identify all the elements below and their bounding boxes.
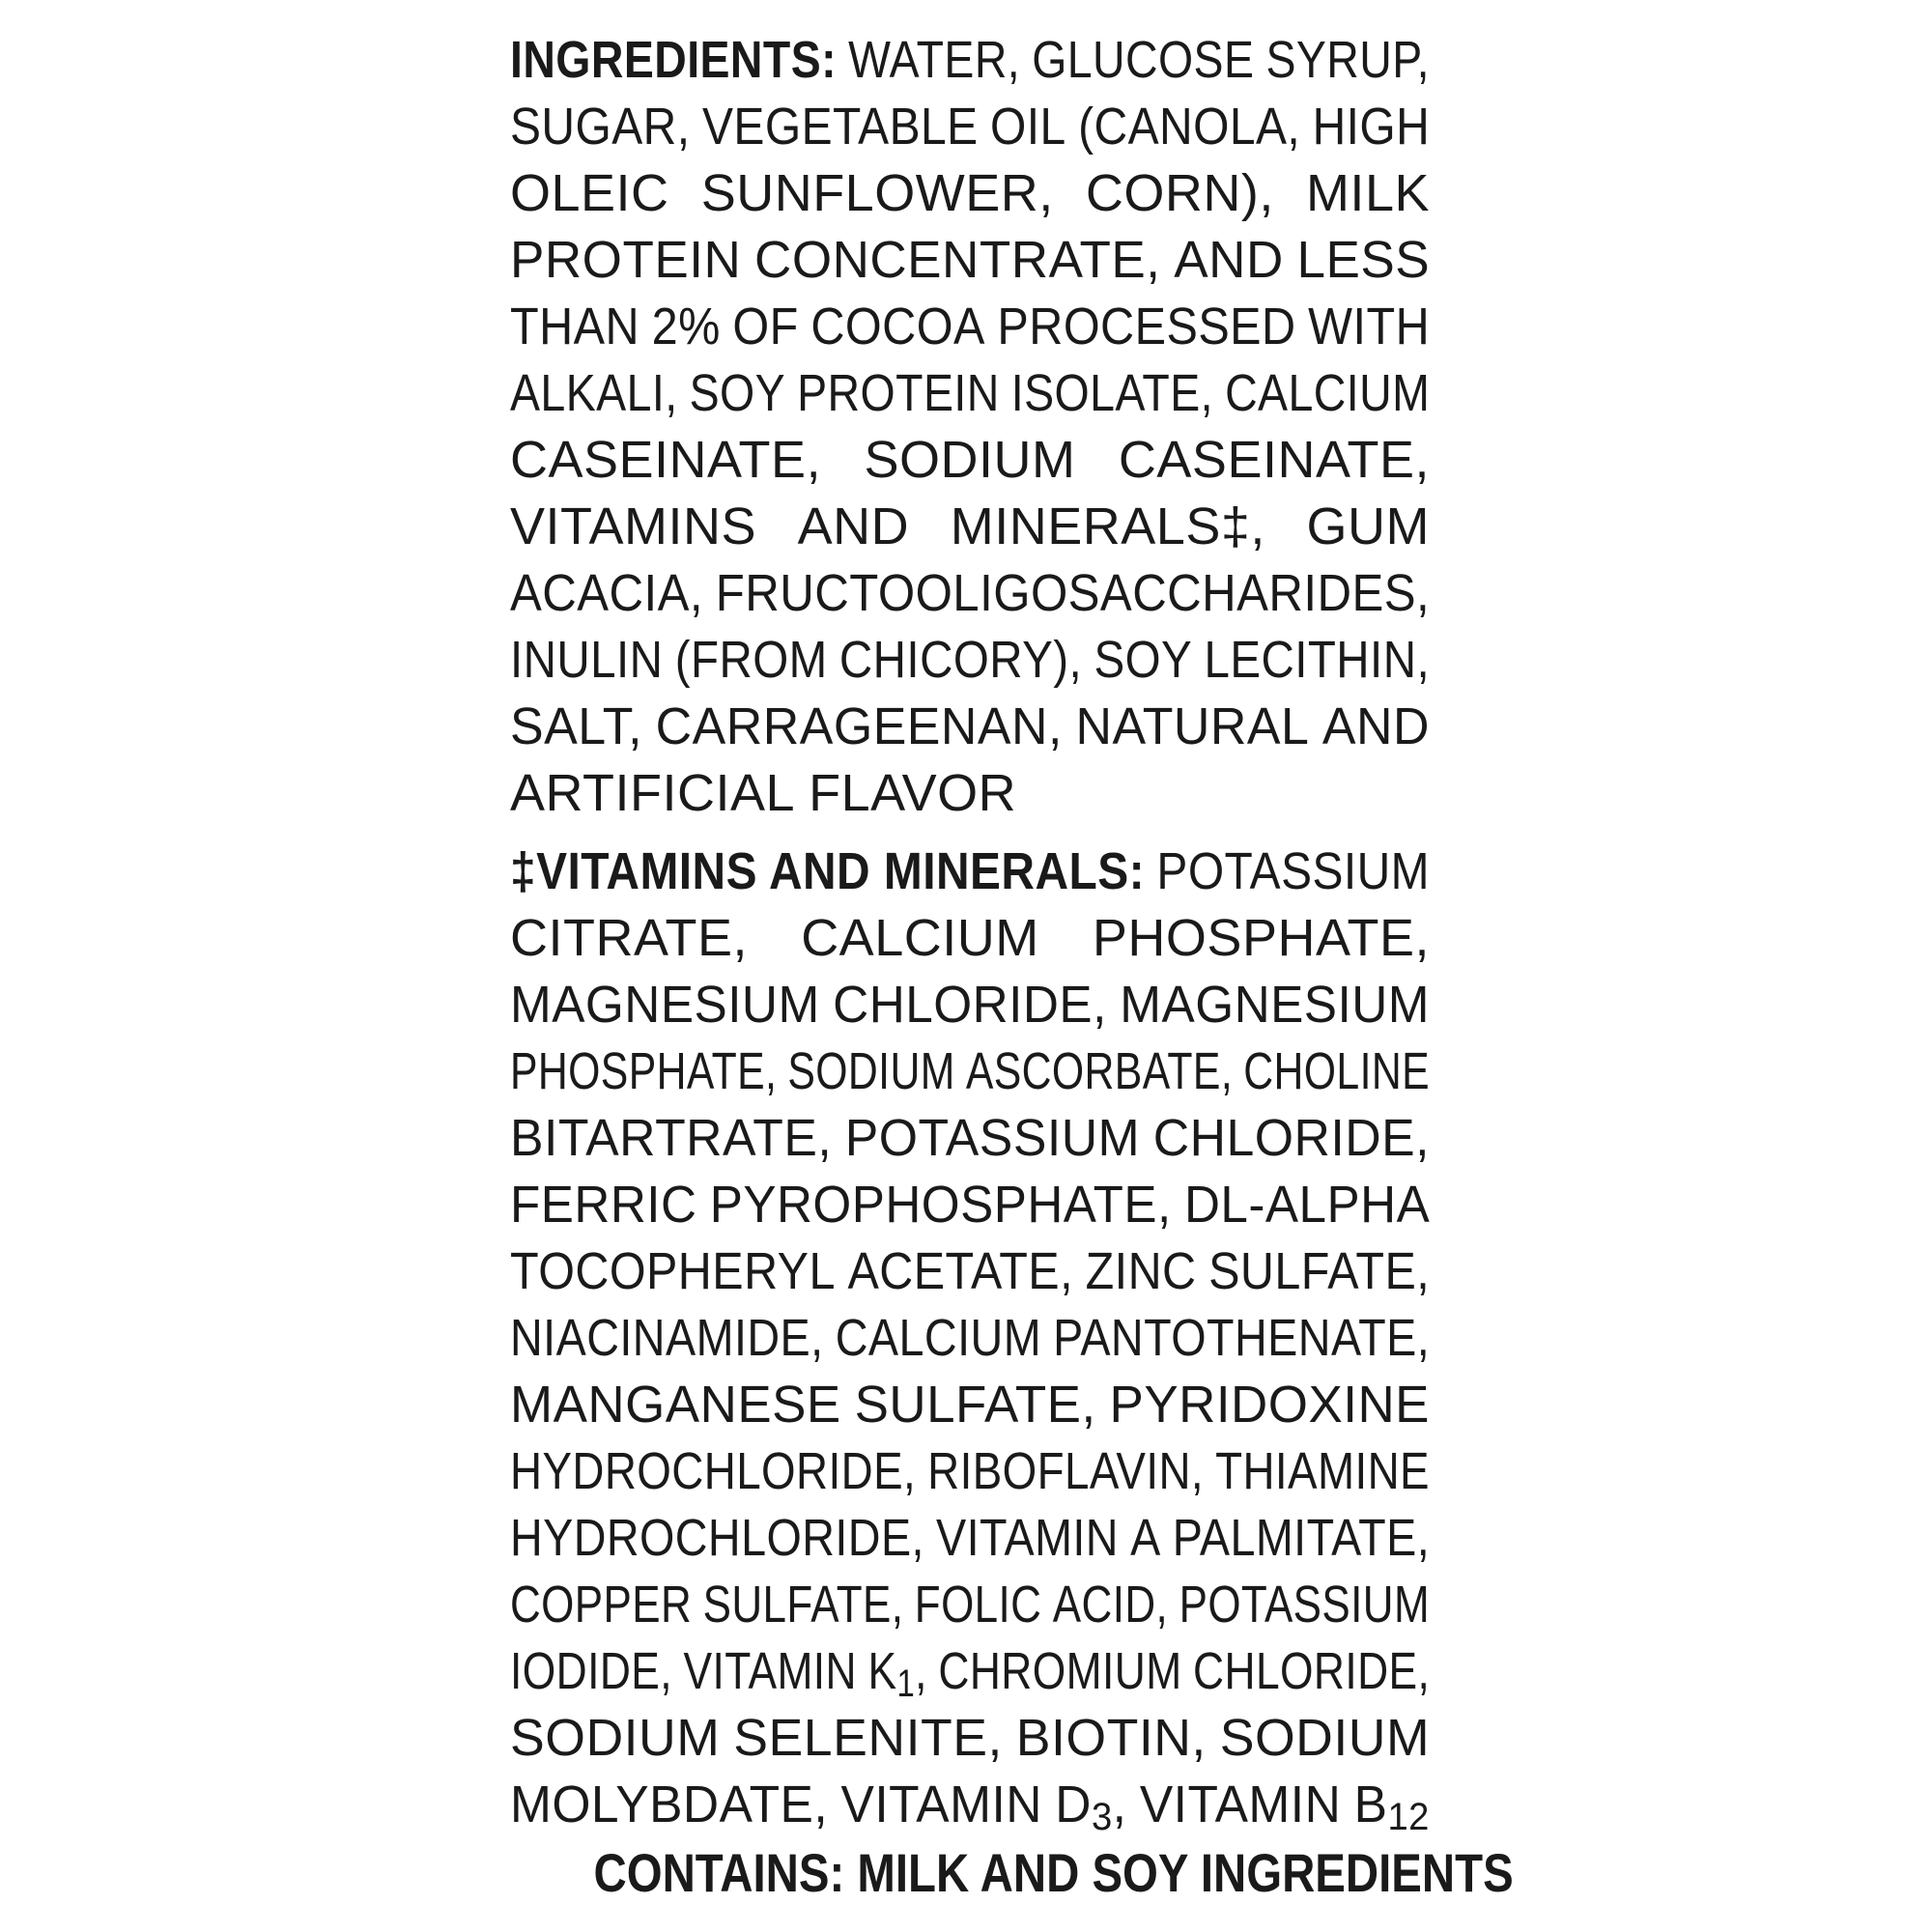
word: (FROM bbox=[674, 631, 828, 689]
word: $D_3$, bbox=[1055, 1776, 1127, 1838]
vitamins-line bbox=[510, 1772, 1430, 1838]
word: MANGANESE bbox=[510, 1376, 841, 1434]
word: PHOSPHATE, bbox=[510, 1042, 778, 1100]
vitamins-line bbox=[510, 1372, 1430, 1438]
word: SODIUM bbox=[510, 1709, 721, 1767]
word: THIAMINE bbox=[1215, 1442, 1430, 1500]
ingredients-line bbox=[510, 294, 1430, 360]
word: CORN), bbox=[1085, 164, 1274, 222]
word: CHOLINE bbox=[1243, 1042, 1430, 1100]
word: SULFATE, bbox=[1208, 1242, 1431, 1300]
word: PYRIDOXINE bbox=[1109, 1376, 1430, 1434]
word: IODIDE, bbox=[510, 1642, 673, 1700]
word: POTASSIUM bbox=[1156, 842, 1431, 900]
word: CARRAGEENAN, bbox=[655, 697, 1063, 755]
word: ACETATE, bbox=[847, 1242, 1074, 1300]
word: VITAMIN bbox=[840, 1776, 1042, 1833]
word: $K_1$, bbox=[867, 1642, 927, 1705]
vitamins-line bbox=[510, 1038, 1430, 1105]
vitamins-line bbox=[510, 838, 1430, 905]
word: ISOLATE, bbox=[1010, 364, 1214, 422]
word: ASCORBATE, bbox=[965, 1042, 1234, 1100]
word: VITAMIN bbox=[683, 1642, 857, 1700]
word: SODIUM bbox=[787, 1042, 955, 1100]
word: MINERALS‡, bbox=[950, 497, 1265, 555]
word: 2% bbox=[651, 298, 721, 355]
word: CALCIUM bbox=[835, 1309, 1042, 1367]
word: SELENITE, bbox=[733, 1709, 1003, 1767]
word: MAGNESIUM bbox=[1120, 976, 1430, 1034]
ingredients-line bbox=[510, 27, 1430, 94]
section-gap bbox=[510, 827, 1430, 838]
vitamins-line bbox=[510, 1638, 1430, 1705]
word: OLEIC bbox=[510, 164, 669, 222]
word: PHOSPHATE, bbox=[1092, 909, 1430, 967]
word: VITAMIN bbox=[936, 1509, 1119, 1567]
word: ZINC bbox=[1085, 1242, 1197, 1300]
word: HIGH bbox=[1312, 98, 1431, 156]
vitamins-heading: ‡VITAMINS AND MINERALS: bbox=[510, 842, 1145, 900]
word: CITRATE, bbox=[510, 909, 748, 967]
word: ARTIFICIAL bbox=[510, 764, 796, 822]
word: COPPER bbox=[510, 1576, 693, 1634]
vitamins-line bbox=[510, 1705, 1430, 1772]
ingredient-label bbox=[510, 27, 1514, 1908]
word: OIL bbox=[990, 98, 1066, 156]
word: OF bbox=[732, 298, 799, 355]
ingredients-line bbox=[510, 94, 1430, 160]
word: AND bbox=[1321, 697, 1430, 755]
ingredients-line bbox=[510, 160, 1430, 227]
word: VITAMIN bbox=[1139, 1776, 1342, 1833]
word: LESS bbox=[1296, 231, 1431, 289]
ingredients-line bbox=[510, 494, 1430, 560]
word: CHLORIDE, bbox=[833, 976, 1107, 1034]
word: PROTEIN bbox=[510, 231, 742, 289]
word: SOY bbox=[689, 364, 786, 422]
word: SULFATE, bbox=[702, 1576, 904, 1634]
word: SULFATE, bbox=[854, 1376, 1096, 1434]
word: CALCIUM bbox=[1225, 364, 1431, 422]
ingredients-line bbox=[510, 694, 1430, 760]
word: AND bbox=[1174, 231, 1284, 289]
word: SOY bbox=[1094, 631, 1193, 689]
word: MAGNESIUM bbox=[510, 976, 820, 1034]
word: CALCIUM bbox=[801, 909, 1039, 967]
word: FLAVOR bbox=[809, 764, 1017, 822]
word: PANTOTHENATE, bbox=[1053, 1309, 1431, 1367]
word: PALMITATE, bbox=[1172, 1509, 1431, 1567]
word: NATURAL bbox=[1075, 697, 1310, 755]
word: HYDROCHLORIDE, bbox=[510, 1509, 924, 1567]
vitamins-line bbox=[510, 1438, 1430, 1505]
word: SYRUP, bbox=[1265, 31, 1430, 89]
vitamins-line bbox=[510, 905, 1430, 972]
allergen-statement: CONTAINS: MILK AND SOY INGREDIENTS bbox=[593, 1842, 1514, 1903]
vitamins-line bbox=[510, 1572, 1430, 1638]
ingredients-line bbox=[510, 427, 1430, 494]
word: COCOA bbox=[810, 298, 985, 355]
ingredients-heading: INGREDIENTS: bbox=[510, 31, 837, 89]
word: PROTEIN bbox=[797, 364, 1000, 422]
word: LECITHIN, bbox=[1204, 631, 1431, 689]
vitamins-line bbox=[510, 1105, 1430, 1172]
word: SALT, bbox=[510, 697, 643, 755]
word: BITARTRATE, bbox=[510, 1109, 833, 1167]
word: SODIUM bbox=[1219, 1709, 1431, 1767]
ingredients-line bbox=[510, 360, 1430, 427]
word: NIACINAMIDE, bbox=[510, 1309, 824, 1367]
word: ACID, bbox=[1052, 1576, 1169, 1634]
word: (CANOLA, bbox=[1078, 98, 1301, 156]
ingredients-line bbox=[510, 627, 1430, 694]
word: ALKALI, bbox=[510, 364, 678, 422]
word: AND bbox=[797, 497, 910, 555]
word: FERRIC bbox=[510, 1176, 697, 1234]
word: ACACIA, bbox=[510, 564, 704, 622]
word: WITH bbox=[1308, 298, 1431, 355]
vitamins-line bbox=[510, 1172, 1430, 1238]
word: CHROMIUM bbox=[938, 1642, 1182, 1700]
vitamins-line bbox=[510, 1238, 1430, 1305]
word: CHICORY), bbox=[838, 631, 1083, 689]
word: CASEINATE, bbox=[510, 431, 822, 489]
ingredients-line bbox=[510, 560, 1430, 627]
word: CHLORIDE, bbox=[1152, 1109, 1430, 1167]
vitamins-line bbox=[510, 972, 1430, 1038]
word: SUGAR, bbox=[510, 98, 691, 156]
word: $B_{12}$ bbox=[1353, 1776, 1430, 1838]
ingredients-section bbox=[510, 27, 1430, 827]
word: CASEINATE, bbox=[1118, 431, 1430, 489]
vitamins-line bbox=[510, 1505, 1430, 1572]
word: VITAMINS bbox=[510, 497, 757, 555]
ingredients-line bbox=[510, 227, 1430, 294]
word: DL-ALPHA bbox=[1183, 1176, 1431, 1234]
word: FOLIC bbox=[914, 1576, 1042, 1634]
word: HYDROCHLORIDE, bbox=[510, 1442, 917, 1500]
word: VEGETABLE bbox=[701, 98, 979, 156]
word: GUM bbox=[1306, 497, 1430, 555]
word: GLUCOSE bbox=[1032, 31, 1255, 89]
word: PROCESSED bbox=[997, 298, 1296, 355]
vitamins-minerals-section bbox=[510, 838, 1430, 1838]
word: WATER, bbox=[848, 31, 1021, 89]
word: THAN bbox=[510, 298, 640, 355]
word: MILK bbox=[1305, 164, 1430, 222]
word: SODIUM bbox=[864, 431, 1076, 489]
ingredients-line bbox=[510, 760, 1430, 827]
word: POTASSIUM bbox=[844, 1109, 1141, 1167]
word: MOLYBDATE, bbox=[510, 1776, 829, 1833]
word: CHLORIDE, bbox=[1193, 1642, 1431, 1700]
word: SUNFLOWER, bbox=[700, 164, 1054, 222]
word: A bbox=[1130, 1509, 1161, 1567]
vitamins-line bbox=[510, 1305, 1430, 1372]
word: BIOTIN, bbox=[1015, 1709, 1207, 1767]
word: INULIN bbox=[510, 631, 664, 689]
word: RIBOFLAVIN, bbox=[927, 1442, 1205, 1500]
word: PYROPHOSPHATE, bbox=[709, 1176, 1172, 1234]
word: POTASSIUM bbox=[1179, 1576, 1430, 1634]
word: TOCOPHERYL bbox=[510, 1242, 836, 1300]
word: FRUCTOOLIGOSACCHARIDES, bbox=[715, 564, 1431, 622]
word: CONCENTRATE, bbox=[754, 231, 1161, 289]
